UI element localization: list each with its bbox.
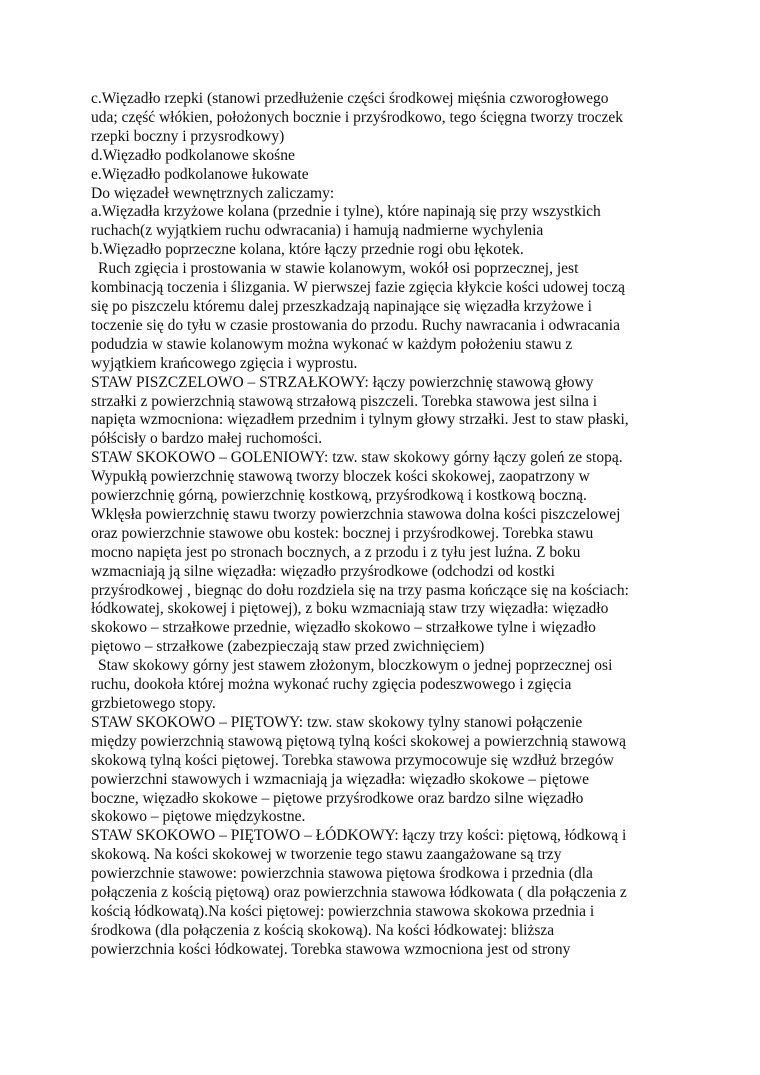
- text-line: półścisły o bardzo małej ruchomości.: [91, 430, 323, 448]
- text-line: grzbietowego stopy.: [91, 695, 216, 712]
- text-line: toczenie się do tyłu w czasie prostowania do przodu. Ruchy nawracania i odwracania: [91, 316, 620, 334]
- text-line: Wypukłą powierzchnię stawową tworzy bloczek kości skokowej, zaopatrzony w: [91, 468, 590, 486]
- text-line: podudzia w stawie kolanowym można wykonać w każdym położeniu stawu z: [91, 335, 573, 353]
- section-heading-line: STAW PISZCZELOWO – STRZAŁKOWY: łączy powierzchnię stawową głowy: [91, 373, 594, 391]
- text-line: boczne, więzadło skokowe – piętowe przyśrodkowe oraz bardzo silne więzadło: [91, 789, 584, 807]
- text-line: Do więzadeł wewnętrznych zaliczamy:: [91, 184, 335, 202]
- text-line: a.Więzadła krzyżowe kolana (przednie i tylne), które napinają się przy wszystkich: [91, 203, 601, 221]
- text-line: łódkowatej, skokowej i piętowej), z boku wzmacniają staw trzy więzadła: więzadło: [91, 600, 609, 618]
- text-line: piętowo – strzałkowe (zabezpieczają staw przed zwichnięciem): [91, 638, 485, 656]
- text-line: rzepki boczny i przysrodkowy): [91, 127, 285, 145]
- text-line: c.Więzadło rzepki (stanowi przedłużenie części środkowej mięśnia czworogłowego: [91, 90, 609, 107]
- text-line: ruchach(z wyjątkiem ruchu odwracania) i hamują nadmierne wychylenia: [91, 222, 544, 240]
- text-line: kością łódkowatą).Na kości piętowej: powierzchnia stawowa skokowa przednia i: [91, 902, 595, 920]
- text-line: wzmacniają ją silne więzadła: więzadło przyśrodkowe (odchodzi od kostki: [91, 562, 555, 580]
- text-line: skokową tylną kości piętowej. Torebka stawowa przymocowuje się wzdłuż brzegów: [91, 751, 614, 769]
- text-line: oraz powierzchnie stawowe obu kostek: bocznej i przyśrodkowej. Torebka stawu: [91, 524, 594, 542]
- text-line: Ruch zgięcia i prostowania w stawie kolanowym, wokół osi poprzecznej, jest: [98, 260, 579, 278]
- text-line: napięta wzmocniona: więzadłem przednim i tylnym głowy strzałki. Jest to staw płaski,: [91, 411, 629, 429]
- text-line: skokowo – strzałkowe przednie, więzadło skokowo – strzałkowe tylne i więzadło: [91, 619, 596, 637]
- text-line: strzałki z powierzchnią stawową strzałową piszczeli. Torebka stawowa jest silna i: [91, 392, 598, 410]
- text-line: przyśrodkowej , biegnąc do dołu rozdziela się na trzy pasma kończące się na kościach:: [91, 581, 629, 599]
- text-line: d.Więzadło podkolanowe skośne: [91, 146, 295, 164]
- text-line: Staw skokowy górny jest stawem złożonym, bloczkowym o jednej poprzecznej osi: [98, 657, 613, 675]
- text-line: wyjątkiem krańcowego zgięcia i wyprostu.: [91, 354, 358, 372]
- text-line: kombinacją toczenia i ślizgania. W pierwszej fazie zgięcia kłykcie kości udowej toczą: [91, 279, 625, 297]
- document-body: [91, 90, 681, 960]
- text-line: uda; część włókien, położonych bocznie i przyśrodkowo, tego ścięgna tworzy troczek: [91, 108, 623, 126]
- text-line: b.Więzadło poprzeczne kolana, które łączy przednie rogi obu łękotek.: [91, 241, 524, 259]
- text-line: Wklęsła powierzchnię stawu tworzy powierzchnia stawowa dolna kości piszczelowej: [91, 505, 621, 523]
- text-line: powierzchnia kości łódkowatej. Torebka stawowa wzmocniona jest od strony: [91, 940, 571, 958]
- text-line: między powierzchnią stawową piętową tylną kości skokowej a powierzchnią stawową: [91, 732, 627, 750]
- text-line: skokową. Na kości skokowej w tworzenie tego stawu zaangażowane są trzy: [91, 846, 562, 864]
- section-heading-line: STAW SKOKOWO – GOLENIOWY: tzw. staw skokowy górny łączy goleń ze stopą.: [91, 449, 623, 467]
- section-heading-line: STAW SKOKOWO – PIĘTOWO – ŁÓDKOWY: łączy trzy kości: piętową, łódkową i: [91, 827, 627, 845]
- text-line: powierzchni stawowych i wzmacniają ja więzadła: więzadło skokowe – piętowe: [91, 770, 589, 788]
- text-line: mocno napięta jest po stronach bocznych, a z przodu i z tyłu jest luźna. Z boku: [91, 543, 581, 561]
- text-line: się po piszczelu któremu dalej przeszkadzają napinające się więzadła krzyżowe i: [91, 297, 592, 315]
- text-line: powierzchnię górną, powierzchnię kostkową, przyśrodkową i kostkową boczną.: [91, 487, 587, 505]
- section-heading-line: STAW SKOKOWO – PIĘTOWY: tzw. staw skokowy tylny stanowi połączenie: [91, 713, 583, 731]
- text-line: połączenia z kością piętową) oraz powierzchnia stawowa łódkowata ( dla połączenia z: [91, 884, 627, 902]
- text-line: środkowa (dla połączenia z kością skokową). Na kości łódkowatej: bliższa: [91, 921, 555, 939]
- text-line: e.Więzadło podkolanowe łukowate: [91, 165, 309, 183]
- text-line: skokowo – piętowe międzykostne.: [91, 808, 306, 826]
- text-line: powierzchnie stawowe: powierzchnia stawowa piętowa środkowa i przednia (dla: [91, 865, 593, 883]
- text-line: ruchu, dookoła której można wykonać ruchy zgięcia podeszwowego i zgięcia: [91, 676, 572, 694]
